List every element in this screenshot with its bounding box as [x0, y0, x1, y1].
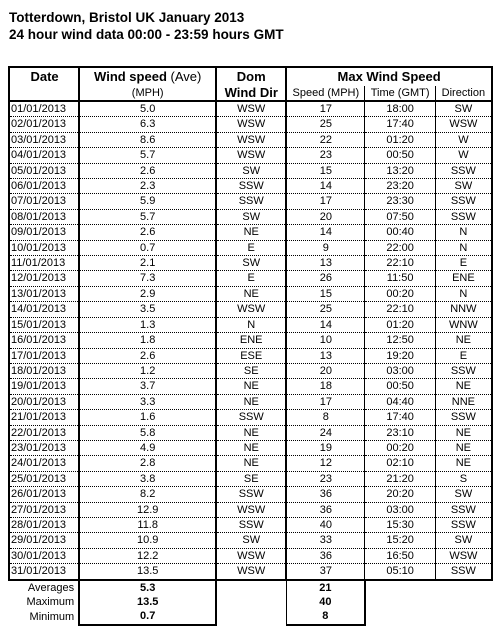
table-row [9, 548, 492, 563]
dom-dir-cell: NE [216, 379, 286, 394]
max-speed-cell: 19 [286, 440, 365, 455]
max-speed-cell: 20 [286, 363, 365, 378]
wind-speed-header-suffix: (Ave) [170, 69, 202, 84]
table-row [9, 410, 492, 425]
max-dir-cell: NNW [435, 302, 492, 317]
dom-dir-cell: WSW [216, 148, 286, 163]
max-time-cell: 22:10 [365, 302, 435, 317]
max-dir-cell: SSW [435, 410, 492, 425]
dom-dir-cell: WSW [216, 101, 286, 117]
table-row [9, 333, 492, 348]
max-speed-cell: 36 [286, 548, 365, 563]
minimum-empty-dom [216, 609, 286, 624]
ave-speed-cell: 2.6 [79, 348, 216, 363]
page-subtitle: 24 hour wind data 00:00 - 23:59 hours GMT [9, 27, 284, 42]
table-row [9, 194, 492, 209]
dom-dir-cell: SSW [216, 517, 286, 532]
max-dir-cell: N [435, 240, 492, 255]
ave-speed-cell: 1.2 [79, 363, 216, 378]
ave-speed-cell: 6.3 [79, 117, 216, 132]
table-row [9, 101, 492, 117]
dom-dir-cell: WSW [216, 502, 286, 517]
averages-empty-dom [216, 580, 286, 595]
date-cell: 23/01/2013 [9, 440, 79, 455]
max-dir-cell: S [435, 471, 492, 486]
dom-dir-cell: ESE [216, 348, 286, 363]
averages-max-speed: 21 [286, 580, 365, 595]
date-cell: 31/01/2013 [9, 564, 79, 580]
date-cell: 24/01/2013 [9, 456, 79, 471]
max-speed-cell: 26 [286, 271, 365, 286]
ave-speed-cell: 12.9 [79, 502, 216, 517]
wind-data-table [8, 66, 493, 626]
minimum-empty-time [365, 609, 435, 624]
max-time-cell: 23:30 [365, 194, 435, 209]
max-speed-cell: 15 [286, 286, 365, 301]
table-row [9, 286, 492, 301]
header-row-1 [9, 67, 492, 86]
dom-dir-cell: ENE [216, 333, 286, 348]
maximum-max-speed: 40 [286, 595, 365, 609]
ave-speed-cell: 3.7 [79, 379, 216, 394]
table-row [9, 179, 492, 194]
maximum-empty-dom [216, 595, 286, 609]
ave-speed-cell: 7.3 [79, 271, 216, 286]
maximum-ave-speed: 13.5 [79, 595, 216, 609]
max-time-cell: 02:10 [365, 456, 435, 471]
dom-dir-cell: N [216, 317, 286, 332]
dom-dir-cell: NE [216, 440, 286, 455]
ave-speed-cell: 13.5 [79, 564, 216, 580]
date-header: Date [9, 67, 79, 86]
dom-dir-cell: E [216, 240, 286, 255]
maximum-empty-time [365, 595, 435, 609]
table-row [9, 117, 492, 132]
dom-dir-cell: NE [216, 225, 286, 240]
table-row [9, 348, 492, 363]
max-dir-cell: WSW [435, 117, 492, 132]
max-speed-cell: 37 [286, 564, 365, 580]
table-row [9, 271, 492, 286]
table-row [9, 517, 492, 532]
table-row [9, 148, 492, 163]
max-speed-cell: 40 [286, 517, 365, 532]
date-cell: 03/01/2013 [9, 132, 79, 147]
date-cell: 02/01/2013 [9, 117, 79, 132]
dom-dir-cell: SW [216, 256, 286, 271]
max-time-cell: 19:20 [365, 348, 435, 363]
dom-header: Dom [216, 67, 286, 86]
max-dir-cell: NE [435, 379, 492, 394]
date-cell: 16/01/2013 [9, 333, 79, 348]
ave-speed-cell: 2.1 [79, 256, 216, 271]
dom-dir-cell: SE [216, 363, 286, 378]
max-dir-cell: SW [435, 533, 492, 548]
date-cell: 05/01/2013 [9, 163, 79, 178]
dom-dir-cell: WSW [216, 564, 286, 580]
date-cell: 14/01/2013 [9, 302, 79, 317]
max-time-cell: 12:50 [365, 333, 435, 348]
max-speed-cell: 15 [286, 163, 365, 178]
max-time-cell: 13:20 [365, 163, 435, 178]
table-row [9, 163, 492, 178]
max-speed-cell: 23 [286, 471, 365, 486]
max-speed-cell: 18 [286, 379, 365, 394]
ave-speed-cell: 1.3 [79, 317, 216, 332]
dom-dir-cell: WSW [216, 548, 286, 563]
max-time-cell: 17:40 [365, 410, 435, 425]
table-row [9, 317, 492, 332]
dom-dir-cell: WSW [216, 132, 286, 147]
averages-label: Averages [27, 581, 75, 594]
max-speed-cell: 17 [286, 394, 365, 409]
date-cell: 07/01/2013 [9, 194, 79, 209]
minimum-row [9, 609, 492, 624]
table-row [9, 502, 492, 517]
wind-dir-subheader: Wind Dir [216, 86, 286, 101]
table-row [9, 564, 492, 580]
max-dir-cell: SW [435, 487, 492, 502]
max-time-cell: 01:20 [365, 317, 435, 332]
max-time-cell: 20:20 [365, 487, 435, 502]
ave-speed-cell: 8.2 [79, 487, 216, 502]
date-cell: 10/01/2013 [9, 240, 79, 255]
max-time-cell: 17:40 [365, 117, 435, 132]
dom-dir-cell: WSW [216, 302, 286, 317]
max-time-cell: 07:50 [365, 209, 435, 224]
max-time-cell: 00:40 [365, 225, 435, 240]
minimum-ave-speed: 0.7 [79, 609, 216, 624]
max-time-cell: 00:50 [365, 379, 435, 394]
max-speed-cell: 25 [286, 117, 365, 132]
max-speed-cell: 36 [286, 502, 365, 517]
max-speed-cell: 23 [286, 148, 365, 163]
max-time-cell: 23:20 [365, 179, 435, 194]
dom-dir-cell: NE [216, 456, 286, 471]
wind-speed-header [79, 67, 216, 86]
max-dir-cell: N [435, 225, 492, 240]
ave-speed-cell: 8.6 [79, 132, 216, 147]
table-row [9, 256, 492, 271]
max-time-cell: 11:50 [365, 271, 435, 286]
minimum-label: Minimum [29, 610, 75, 623]
table-row [9, 471, 492, 486]
max-time-cell: 21:20 [365, 471, 435, 486]
max-dir-cell: E [435, 348, 492, 363]
wind-speed-header-text: Wind speed [94, 69, 167, 84]
ave-speed-cell: 5.7 [79, 148, 216, 163]
max-time-cell: 03:00 [365, 502, 435, 517]
max-dir-cell: SSW [435, 194, 492, 209]
table-row [9, 487, 492, 502]
minimum-empty-dir [435, 609, 492, 624]
ave-speed-cell: 12.2 [79, 548, 216, 563]
maximum-label: Maximum [26, 596, 75, 608]
ave-speed-cell: 5.9 [79, 194, 216, 209]
max-dir-cell: WNW [435, 317, 492, 332]
ave-speed-cell: 5.7 [79, 209, 216, 224]
ave-speed-cell: 1.8 [79, 333, 216, 348]
max-speed-cell: 22 [286, 132, 365, 147]
dom-dir-cell: NE [216, 394, 286, 409]
table-row [9, 440, 492, 455]
max-speed-cell: 24 [286, 425, 365, 440]
max-dir-cell: W [435, 132, 492, 147]
date-cell: 26/01/2013 [9, 487, 79, 502]
date-cell: 29/01/2013 [9, 533, 79, 548]
date-cell: 06/01/2013 [9, 179, 79, 194]
averages-empty-time [365, 580, 435, 595]
max-dir-cell: ENE [435, 271, 492, 286]
date-cell: 15/01/2013 [9, 317, 79, 332]
date-cell: 01/01/2013 [9, 101, 79, 117]
max-dir-cell: NNE [435, 394, 492, 409]
ave-speed-cell: 2.6 [79, 163, 216, 178]
date-cell: 30/01/2013 [9, 548, 79, 563]
ave-speed-cell: 1.6 [79, 410, 216, 425]
max-speed-cell: 25 [286, 302, 365, 317]
title-block [9, 9, 284, 43]
ave-speed-cell: 10.9 [79, 533, 216, 548]
dom-dir-cell: SSW [216, 410, 286, 425]
ave-speed-cell: 2.8 [79, 456, 216, 471]
dom-dir-cell: E [216, 271, 286, 286]
table-row [9, 209, 492, 224]
max-dir-cell: SSW [435, 163, 492, 178]
page-title: Totterdown, Bristol UK January 2013 [9, 10, 245, 25]
dom-dir-cell: SSW [216, 487, 286, 502]
max-time-cell: 18:00 [365, 101, 435, 117]
mph-subheader: (MPH) [79, 86, 216, 101]
max-speed-cell: 14 [286, 179, 365, 194]
max-speed-cell: 12 [286, 456, 365, 471]
max-dir-cell: E [435, 256, 492, 271]
speed-mph-subheader: Speed (MPH) [286, 86, 365, 101]
max-speed-cell: 33 [286, 533, 365, 548]
date-cell: 17/01/2013 [9, 348, 79, 363]
max-time-cell: 00:20 [365, 440, 435, 455]
date-cell: 08/01/2013 [9, 209, 79, 224]
dom-dir-cell: SSW [216, 194, 286, 209]
max-dir-cell: SW [435, 179, 492, 194]
max-speed-cell: 10 [286, 333, 365, 348]
ave-speed-cell: 2.3 [79, 179, 216, 194]
max-time-cell: 15:30 [365, 517, 435, 532]
dom-dir-cell: SW [216, 209, 286, 224]
averages-row [9, 580, 492, 595]
date-cell: 25/01/2013 [9, 471, 79, 486]
ave-speed-cell: 3.5 [79, 302, 216, 317]
max-time-cell: 04:40 [365, 394, 435, 409]
averages-empty-dir [435, 580, 492, 595]
max-speed-cell: 8 [286, 410, 365, 425]
header-row-2 [9, 86, 492, 101]
max-speed-cell: 9 [286, 240, 365, 255]
date-cell: 28/01/2013 [9, 517, 79, 532]
max-dir-cell: NE [435, 440, 492, 455]
minimum-max-speed: 8 [286, 609, 365, 624]
dom-dir-cell: NE [216, 425, 286, 440]
max-speed-cell: 17 [286, 101, 365, 117]
max-time-cell: 01:20 [365, 132, 435, 147]
max-time-cell: 00:50 [365, 148, 435, 163]
ave-speed-cell: 5.0 [79, 101, 216, 117]
ave-speed-cell: 11.8 [79, 517, 216, 532]
date-cell: 21/01/2013 [9, 410, 79, 425]
date-cell: 09/01/2013 [9, 225, 79, 240]
date-cell: 18/01/2013 [9, 363, 79, 378]
dom-dir-cell: SE [216, 471, 286, 486]
max-dir-cell: WSW [435, 548, 492, 563]
maximum-empty-dir [435, 595, 492, 609]
max-speed-cell: 14 [286, 317, 365, 332]
max-time-cell: 03:00 [365, 363, 435, 378]
max-wind-speed-header: Max Wind Speed [286, 67, 492, 86]
date-cell: 20/01/2013 [9, 394, 79, 409]
table-row [9, 394, 492, 409]
date-cell: 27/01/2013 [9, 502, 79, 517]
direction-subheader: Direction [435, 86, 492, 101]
time-gmt-subheader: Time (GMT) [365, 86, 435, 101]
max-speed-cell: 13 [286, 348, 365, 363]
max-time-cell: 00:20 [365, 286, 435, 301]
table-row [9, 302, 492, 317]
max-time-cell: 23:10 [365, 425, 435, 440]
max-speed-cell: 13 [286, 256, 365, 271]
ave-speed-cell: 4.9 [79, 440, 216, 455]
date-subheader [9, 86, 79, 101]
max-time-cell: 15:20 [365, 533, 435, 548]
max-speed-cell: 14 [286, 225, 365, 240]
max-time-cell: 05:10 [365, 564, 435, 580]
max-time-cell: 22:00 [365, 240, 435, 255]
max-speed-cell: 17 [286, 194, 365, 209]
ave-speed-cell: 5.8 [79, 425, 216, 440]
dom-dir-cell: WSW [216, 117, 286, 132]
max-dir-cell: SW [435, 101, 492, 117]
table-row [9, 379, 492, 394]
max-time-cell: 22:10 [365, 256, 435, 271]
max-dir-cell: W [435, 148, 492, 163]
table-row [9, 225, 492, 240]
max-speed-cell: 20 [286, 209, 365, 224]
max-dir-cell: SSW [435, 564, 492, 580]
maximum-row [9, 595, 492, 609]
dom-dir-cell: SSW [216, 179, 286, 194]
table-row [9, 240, 492, 255]
date-cell: 19/01/2013 [9, 379, 79, 394]
max-speed-cell: 36 [286, 487, 365, 502]
table-row [9, 425, 492, 440]
max-dir-cell: N [435, 286, 492, 301]
ave-speed-cell: 0.7 [79, 240, 216, 255]
date-cell: 22/01/2013 [9, 425, 79, 440]
max-dir-cell: SSW [435, 502, 492, 517]
date-cell: 13/01/2013 [9, 286, 79, 301]
max-dir-cell: NE [435, 425, 492, 440]
table-row [9, 533, 492, 548]
averages-ave-speed: 5.3 [79, 580, 216, 595]
max-time-cell: 16:50 [365, 548, 435, 563]
max-dir-cell: SSW [435, 209, 492, 224]
table-row [9, 456, 492, 471]
date-cell: 04/01/2013 [9, 148, 79, 163]
table-row [9, 132, 492, 147]
table-row [9, 363, 492, 378]
ave-speed-cell: 2.9 [79, 286, 216, 301]
ave-speed-cell: 2.6 [79, 225, 216, 240]
max-dir-cell: SSW [435, 363, 492, 378]
ave-speed-cell: 3.3 [79, 394, 216, 409]
dom-dir-cell: SW [216, 533, 286, 548]
date-cell: 11/01/2013 [9, 256, 79, 271]
max-dir-cell: NE [435, 456, 492, 471]
date-cell: 12/01/2013 [9, 271, 79, 286]
dom-dir-cell: NE [216, 286, 286, 301]
dom-dir-cell: SW [216, 163, 286, 178]
max-dir-cell: SSW [435, 517, 492, 532]
max-dir-cell: NE [435, 333, 492, 348]
ave-speed-cell: 3.8 [79, 471, 216, 486]
